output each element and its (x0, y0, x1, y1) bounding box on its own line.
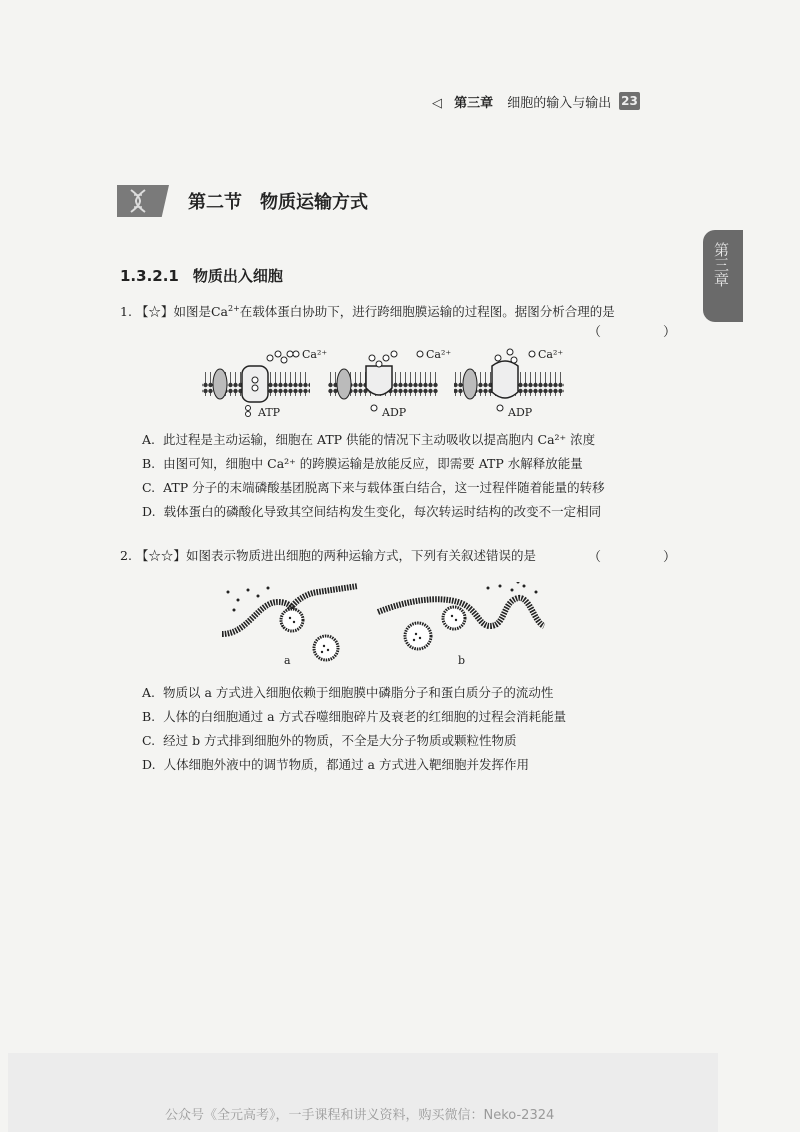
footer-watermark: 公众号《全元高考》，一手课程和讲义资料，购买微信：Neko-2324 (165, 1108, 555, 1123)
calcium-pump-figure (198, 344, 578, 420)
option-text: 人体的白细胞通过 a 方式吞噬细胞碎片及衰老的红细胞的过程会消耗能量 (163, 709, 567, 724)
page-number: 23 (619, 92, 640, 110)
q1-option-a[interactable] (142, 430, 595, 448)
option-letter: D. (142, 757, 156, 772)
ca-label: Ca²⁺ (302, 348, 328, 361)
difficulty-stars: 【☆☆】 (135, 548, 186, 563)
question-number: 1. (120, 304, 132, 319)
option-text: ATP 分子的末端磷酸基团脱离下来与载体蛋白结合，这一过程伴随着能量的转移 (163, 480, 605, 495)
q1-option-b[interactable] (142, 454, 583, 472)
subsection-title: 物质出入细胞 (192, 267, 283, 285)
subsection-number: 1.3.2.1 (120, 267, 179, 285)
header-chapter-title: 细胞的输入与输出 (507, 96, 612, 111)
adp-label: ADP (508, 406, 533, 419)
option-letter: C. (142, 733, 156, 748)
q2-option-a[interactable] (142, 683, 553, 701)
option-text: 物质以 a 方式进入细胞依赖于细胞膜中磷脂分子和蛋白质分子的流动性 (163, 685, 554, 700)
endocytosis-exocytosis-figure (218, 582, 548, 668)
atp-label: ATP (258, 406, 281, 419)
chapter-side-tab (703, 230, 743, 322)
q2-option-d[interactable] (142, 755, 529, 773)
option-letter: A. (142, 685, 156, 700)
q1-option-d[interactable] (142, 502, 601, 520)
figure-label-a: a (284, 654, 291, 667)
option-text: 载体蛋白的磷酸化导致其空间结构发生变化，每次转运时结构的改变不一定相同 (163, 504, 602, 519)
exocytosis-panel-b (378, 582, 544, 667)
dna-icon (117, 185, 169, 217)
ca-label: Ca²⁺ (538, 348, 564, 361)
option-letter: C. (142, 480, 156, 495)
question-2-stem (120, 546, 536, 564)
question-1-stem (120, 302, 615, 320)
q1-option-c[interactable] (142, 478, 605, 496)
option-letter: A. (142, 432, 156, 447)
question-number: 2. (120, 548, 132, 563)
triangle-left-icon: ◁ (432, 96, 442, 111)
membrane-panel-3 (454, 348, 564, 419)
ion-symbol: Ca (210, 304, 228, 319)
running-header (432, 92, 611, 111)
q2-option-b[interactable] (142, 707, 566, 725)
option-text: 人体细胞外液中的调节物质，都通过 a 方式进入靶细胞并发挥作用 (163, 757, 529, 772)
membrane-panel-2 (328, 348, 451, 419)
figure-label-b: b (458, 654, 466, 667)
option-text: 由图可知，细胞中 Ca²⁺ 的跨膜运输是放能反应，即需要 ATP 水解释放能量 (163, 456, 583, 471)
difficulty-stars: 【☆】 (135, 304, 174, 319)
adp-label: ADP (382, 406, 407, 419)
answer-blank: （ ） (588, 550, 689, 565)
option-letter: B. (142, 456, 156, 471)
option-text: 经过 b 方式排到细胞外的物质，不全是大分子物质或颗粒性物质 (163, 733, 517, 748)
ca-label: Ca²⁺ (426, 348, 452, 361)
subsection-heading (120, 265, 283, 286)
ion-charge: 2+ (227, 303, 240, 313)
section-name: 物质运输方式 (260, 192, 368, 213)
stem-text: 如图表示物质进出细胞的两种运输方式，下列有关叙述错误的是 (185, 548, 536, 563)
option-text: 此过程是主动运输，细胞在 ATP 供能的情况下主动吸收以提高胞内 Ca²⁺ 浓度 (163, 432, 596, 447)
side-tab-label: 第三章 (712, 242, 730, 287)
section-title (188, 188, 368, 214)
option-letter: D. (142, 504, 156, 519)
section-number: 第二节 (188, 192, 242, 213)
membrane-panel-1 (202, 348, 327, 419)
endocytosis-panel-a (222, 586, 358, 667)
answer-blank: （ ） (588, 325, 689, 340)
stem-text: 如图是 (173, 304, 211, 319)
header-chapter: 第三章 (454, 96, 494, 111)
option-letter: B. (142, 709, 156, 724)
q2-option-c[interactable] (142, 731, 517, 749)
stem-text: 在载体蛋白协助下，进行跨细胞膜运输的过程图。据图分析合理的是 (239, 304, 615, 319)
